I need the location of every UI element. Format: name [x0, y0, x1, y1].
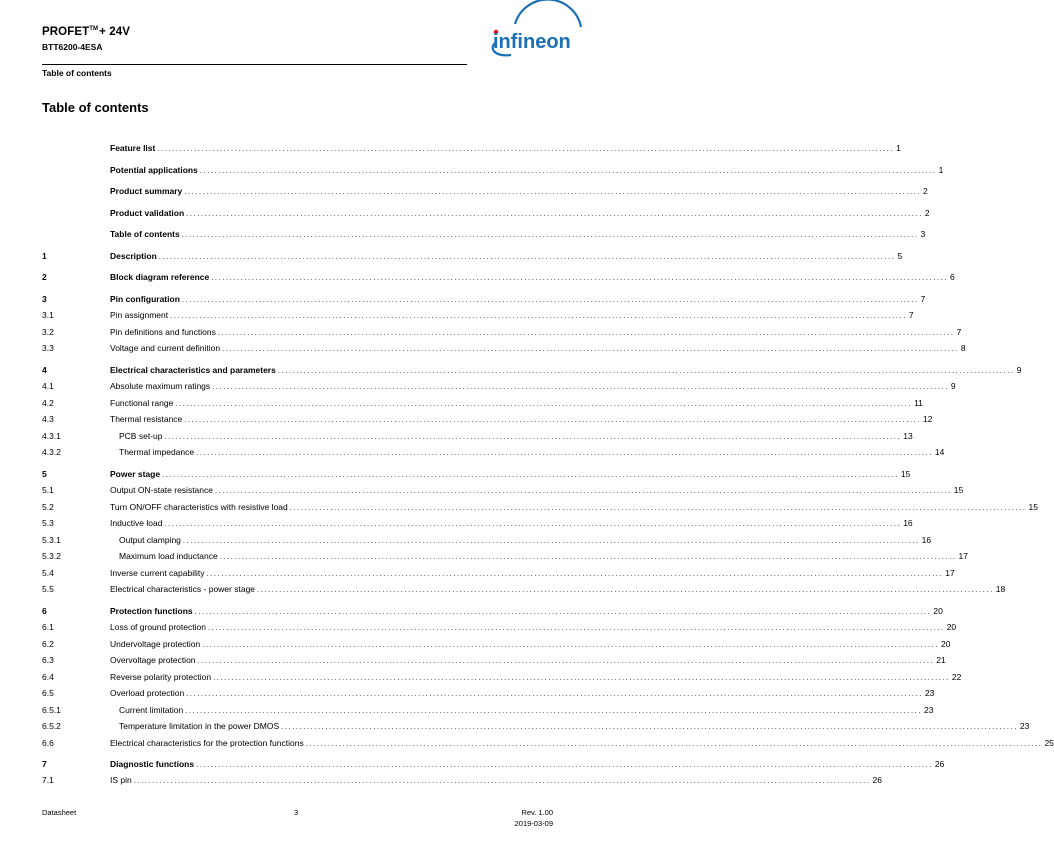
toc-entry-page: 21 — [936, 655, 946, 665]
toc-entry[interactable] — [0, 142, 901, 154]
toc-entry[interactable] — [0, 430, 913, 442]
toc-entry-number: 4.3.2 — [42, 447, 61, 457]
toc-entry-page: 2 — [923, 186, 928, 196]
toc-dot-leader: ........................................................................................................................................................................................................ — [257, 585, 994, 594]
toc-entry[interactable] — [0, 758, 945, 770]
toc-dot-leader: ........................................................................................................................................................................................................ — [277, 366, 1015, 375]
toc-dot-leader: ........................................................................................................................................................................................................ — [211, 273, 948, 282]
toc-entry[interactable] — [0, 605, 943, 617]
toc-dot-leader: ........................................................................................................................................................................................................ — [215, 486, 952, 495]
toc-entry-number: 3.1 — [42, 310, 54, 320]
toc-entry-title[interactable]: Product summary — [110, 186, 183, 196]
toc-entry[interactable] — [0, 293, 926, 305]
toc-entry-page: 18 — [995, 584, 1006, 594]
trademark: TM — [89, 26, 99, 32]
toc-dot-leader: ........................................................................................................................................................................................................ — [157, 144, 895, 153]
toc-dot-leader: ........................................................................................................................................................................................................ — [197, 656, 935, 665]
toc-dot-leader: ........................................................................................................................................................................................................ — [186, 689, 923, 698]
toc-entry[interactable] — [0, 583, 1006, 595]
toc-entry-page: 1 — [896, 143, 901, 153]
toc-entry-title[interactable]: Power stage — [110, 469, 161, 479]
infineon-logo — [485, 15, 583, 59]
toc-entry-number: 1 — [42, 251, 47, 261]
toc-entry-title[interactable]: Block diagram reference — [110, 272, 210, 282]
footer-date: 2019-03-09 — [514, 819, 553, 828]
toc-entry[interactable] — [0, 534, 932, 546]
toc-dot-leader: ........................................................................................................................................................................................................ — [217, 328, 955, 337]
toc-entry-title[interactable]: PCB set-up — [119, 431, 163, 441]
logo-text: infineon — [493, 31, 571, 53]
toc-entry-page: 3 — [920, 229, 926, 239]
toc-dot-leader: ........................................................................................................................................................................................................ — [213, 673, 950, 682]
footer-doc-type: Datasheet — [42, 808, 77, 817]
toc-entry-page: 8 — [960, 343, 966, 353]
toc-entry-page: 16 — [903, 518, 913, 528]
toc-entry-title[interactable]: Inductive load — [110, 518, 163, 528]
toc-entry[interactable] — [0, 704, 934, 716]
section-label: Table of contents — [42, 68, 112, 78]
toc-entry-page: 20 — [946, 622, 957, 632]
toc-entry[interactable] — [0, 517, 913, 529]
toc-dot-leader: ........................................................................................................................................................................................................ — [181, 295, 919, 304]
toc-entry-page: 17 — [945, 568, 955, 578]
product-name: PROFET™+ 24V — [42, 26, 130, 38]
toc-entry-title[interactable]: Overvoltage protection — [110, 655, 196, 665]
toc-dot-leader: ........................................................................................................................................................................................................ — [133, 776, 871, 785]
toc-entry-page: 15 — [953, 485, 964, 495]
toc-entry-number: 4.3 — [42, 414, 54, 424]
toc-dot-leader: ........................................................................................................................................................................................................ — [212, 382, 949, 391]
toc-entry-page: 14 — [934, 447, 945, 457]
toc-entry-title[interactable]: Output clamping — [119, 535, 181, 545]
toc-entry-title[interactable]: Functional range — [110, 398, 174, 408]
toc-entry-title[interactable]: Reverse polarity protection — [110, 672, 212, 682]
toc-entry-page: 26 — [934, 759, 945, 769]
toc-entry[interactable] — [0, 654, 946, 666]
toc-entry[interactable] — [0, 185, 928, 197]
toc-entry[interactable] — [0, 501, 1038, 513]
toc-entry-title[interactable]: Thermal resistance — [110, 414, 183, 424]
toc-entry[interactable] — [0, 380, 956, 392]
toc-entry-page: 25 — [1044, 738, 1054, 748]
toc-dot-leader: ........................................................................................................................................................................................................ — [199, 166, 937, 175]
toc-entry[interactable] — [0, 550, 968, 562]
toc-entry-number: 6.1 — [42, 622, 54, 632]
toc-dot-leader: ........................................................................................................................................................................................................ — [158, 252, 896, 261]
toc-entry-title[interactable]: Undervoltage protection — [110, 639, 201, 649]
toc-entry-title[interactable]: Pin assignment — [110, 310, 169, 320]
toc-entry[interactable] — [0, 446, 945, 458]
toc-entry-title[interactable]: Product validation — [110, 208, 185, 218]
toc-entry-title[interactable]: Voltage and current definition — [110, 343, 221, 353]
toc-entry-title[interactable]: Thermal impedance — [119, 447, 195, 457]
toc-entry-page: 7 — [908, 310, 914, 320]
toc-entry-page: 17 — [958, 551, 968, 561]
toc-entry-title[interactable]: Pin configuration — [110, 294, 180, 304]
toc-dot-leader: ........................................................................................................................................................................................................ — [175, 399, 913, 408]
toc-dot-leader: ........................................................................................................................................................................................................ — [222, 344, 959, 353]
toc-entry-number: 6.5.2 — [42, 721, 61, 731]
toc-entry-title[interactable]: Overload protection — [110, 688, 185, 698]
toc-entry-number: 7.1 — [42, 775, 54, 785]
toc-entry[interactable] — [0, 309, 914, 321]
toc-dot-leader: ........................................................................................................................................................................................................ — [162, 470, 899, 479]
toc-entry-number: 2 — [42, 272, 47, 282]
page-title: Table of contents — [42, 100, 149, 115]
toc-entry-page: 15 — [1028, 502, 1038, 512]
toc-entry-title[interactable]: Pin definitions and functions — [110, 327, 216, 337]
toc-entry[interactable] — [0, 342, 966, 354]
toc-entry[interactable] — [0, 484, 964, 496]
toc-entry[interactable] — [0, 468, 911, 480]
toc-entry-title[interactable]: Electrical characteristics and parameters — [110, 365, 276, 375]
toc-entry-number: 5.3.1 — [42, 535, 61, 545]
toc-entry-number: 6.5.1 — [42, 705, 61, 715]
toc-entry[interactable] — [0, 207, 930, 219]
toc-entry-title[interactable]: Table of contents — [110, 229, 180, 239]
toc-entry-title[interactable]: Maximum load inductance — [119, 551, 218, 561]
toc-entry-page: 22 — [951, 672, 962, 682]
toc-entry-page: 12 — [923, 414, 933, 424]
toc-entry-number: 5 — [42, 469, 47, 479]
toc-entry-title[interactable]: Output ON-state resistance — [110, 485, 213, 495]
toc-entry-page: 20 — [933, 606, 943, 616]
toc-entry-number: 5.3 — [42, 518, 54, 528]
toc-dot-leader: ........................................................................................................................................................................................................ — [196, 760, 933, 769]
toc-dot-leader: ........................................................................................................................................................................................................ — [164, 432, 902, 441]
toc-dot-leader: ........................................................................................................................................................................................................ — [170, 311, 907, 320]
toc-dot-leader: ........................................................................................................................................................................................................ — [185, 706, 922, 715]
toc-entry-title[interactable]: IS pin — [110, 775, 132, 785]
toc-entry-page: 6 — [949, 272, 955, 282]
toc-entry-title[interactable]: Description — [110, 251, 157, 261]
toc-entry-number: 6.5 — [42, 688, 54, 698]
toc-entry-number: 5.4 — [42, 568, 54, 578]
toc-dot-leader: ........................................................................................................................................................................................................ — [305, 739, 1043, 748]
toc-entry-title[interactable]: Electrical characteristics - power stage — [110, 584, 256, 594]
toc-entry-title[interactable]: Loss of ground protection — [110, 622, 206, 632]
toc-entry-title[interactable]: Inverse current capability — [110, 568, 205, 578]
toc-entry-page: 11 — [914, 398, 923, 408]
toc-entry-number: 5.1 — [42, 485, 54, 495]
toc-dot-leader: ........................................................................................................................................................................................................ — [219, 552, 957, 561]
toc-entry[interactable] — [0, 326, 962, 338]
toc-entry[interactable] — [0, 638, 951, 650]
toc-entry[interactable] — [0, 567, 955, 579]
toc-entry-page: 13 — [903, 431, 913, 441]
toc-entry[interactable] — [0, 720, 1030, 732]
toc-entry[interactable] — [0, 164, 944, 176]
header-rule — [42, 64, 467, 65]
toc-entry-number: 5.2 — [42, 502, 54, 512]
toc-entry-number: 3.2 — [42, 327, 54, 337]
toc-entry-title[interactable]: Absolute maximum ratings — [110, 381, 211, 391]
toc-entry-title[interactable]: Potential applications — [110, 165, 198, 175]
toc-dot-leader: ........................................................................................................................................................................................................ — [281, 722, 1018, 731]
toc-entry-number: 4 — [42, 365, 47, 375]
toc-dot-leader: ........................................................................................................................................................................................................ — [184, 187, 922, 196]
toc-entry-page: 7 — [956, 327, 962, 337]
toc-entry-page: 2 — [924, 208, 930, 218]
toc-entry[interactable] — [0, 621, 957, 633]
toc-entry-title[interactable]: Feature list — [110, 143, 156, 153]
toc-dot-leader: ........................................................................................................................................................................................................ — [206, 569, 944, 578]
toc-entry-page: 20 — [941, 639, 951, 649]
toc-dot-leader: ........................................................................................................................................................................................................ — [184, 415, 922, 424]
toc-entry[interactable] — [0, 413, 933, 425]
toc-entry-title[interactable]: Current limitation — [119, 705, 184, 715]
toc-entry[interactable] — [0, 271, 955, 283]
toc-entry-page: 15 — [900, 469, 911, 479]
toc-entry-number: 5.3.2 — [42, 551, 61, 561]
toc-dot-leader: ........................................................................................................................................................................................................ — [196, 448, 933, 457]
toc-entry-number: 6.6 — [42, 738, 54, 748]
toc-entry[interactable] — [0, 671, 962, 683]
toc-entry[interactable] — [0, 228, 926, 240]
toc-entry-number: 7 — [42, 759, 47, 769]
toc-entry-page: 23 — [924, 705, 934, 715]
toc-entry[interactable] — [0, 774, 882, 786]
toc-entry-title[interactable]: Turn ON/OFF characteristics with resistive load — [110, 502, 288, 512]
toc-entry-number: 4.2 — [42, 398, 54, 408]
toc-entry-number: 5.5 — [42, 584, 54, 594]
toc-entry[interactable] — [0, 364, 1022, 376]
toc-entry[interactable] — [0, 687, 935, 699]
part-number: BTT6200-4ESA — [42, 42, 103, 52]
toc-entry-page: 23 — [1019, 721, 1030, 731]
toc-entry-page: 26 — [872, 775, 882, 785]
footer-page-number: 3 — [294, 808, 299, 817]
toc-entry-number: 3.3 — [42, 343, 54, 353]
toc-entry-number: 3 — [42, 294, 47, 304]
toc-entry-page: 16 — [921, 535, 932, 545]
toc-entry-number: 6.4 — [42, 672, 54, 682]
toc-entry[interactable] — [0, 737, 1054, 749]
toc-dot-leader: ........................................................................................................................................................................................................ — [181, 230, 919, 239]
toc-dot-leader: ........................................................................................................................................................................................................ — [194, 607, 932, 616]
toc-dot-leader: ........................................................................................................................................................................................................ — [207, 623, 945, 632]
toc-entry-title[interactable]: Electrical characteristics for the protection functions — [110, 738, 304, 748]
toc-entry-title[interactable]: Diagnostic functions — [110, 759, 195, 769]
toc-entry-number: 6 — [42, 606, 47, 616]
toc-entry-number: 4.1 — [42, 381, 54, 391]
toc-entry-title[interactable]: Temperature limitation in the power DMOS — [119, 721, 280, 731]
toc-entry-page: 9 — [1016, 365, 1022, 375]
toc-entry-page: 1 — [938, 165, 944, 175]
footer-revision: Rev. 1.00 — [521, 808, 553, 817]
toc-entry[interactable] — [0, 250, 903, 262]
toc-entry-page: 7 — [920, 294, 926, 304]
toc-entry-page: 23 — [924, 688, 935, 698]
toc-entry-page: 9 — [950, 381, 956, 391]
toc-dot-leader: ........................................................................................................................................................................................................ — [182, 536, 920, 545]
toc-entry-number: 6.2 — [42, 639, 54, 649]
toc-dot-leader: ........................................................................................................................................................................................................ — [164, 519, 902, 528]
toc-dot-leader: ........................................................................................................................................................................................................ — [186, 209, 923, 218]
toc-dot-leader: ........................................................................................................................................................................................................ — [289, 503, 1027, 512]
toc-entry-page: 5 — [897, 251, 903, 261]
toc-entry-title[interactable]: Protection functions — [110, 606, 193, 616]
toc-dot-leader: ........................................................................................................................................................................................................ — [202, 640, 940, 649]
toc-entry[interactable] — [0, 397, 923, 409]
toc-entry-number: 4.3.1 — [42, 431, 61, 441]
toc-entry-number: 6.3 — [42, 655, 54, 665]
